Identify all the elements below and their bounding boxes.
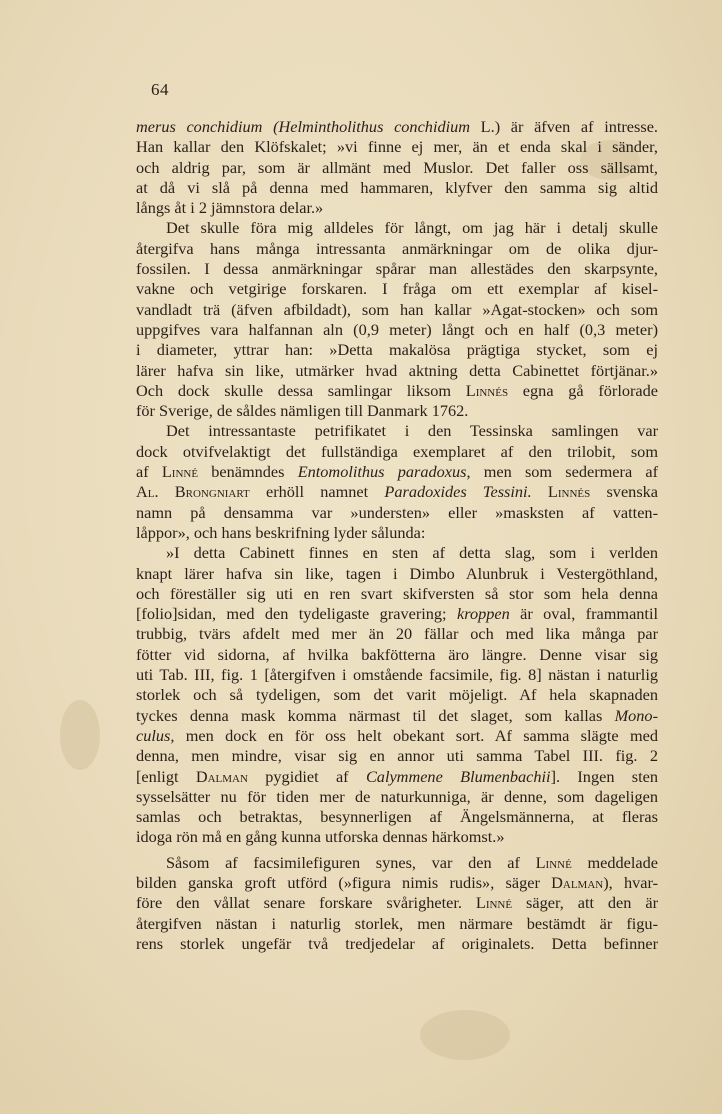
text-line: låppor», och hans beskrifning lyder sålunda:: [136, 522, 426, 542]
text-line: långs åt i 2 jämnstora delar.»: [136, 198, 324, 218]
text-line: och föreställer sig uti en ren svart skifversten så stor som hela denna: [136, 583, 658, 603]
text-line: [folio]sidan, med den tydeligaste gravering; kroppen är oval, frammantil: [136, 604, 659, 624]
text-line: trubbig, tvärs afdelt med mer än 20 fällar och med lika många par: [136, 624, 658, 644]
text-line: Han kallar den Klöfskalet; »vi finne ej mer, än et enda skal i sänder,: [136, 137, 658, 157]
text-line: idoga rön må en gång kunna utforska dennas härkomst.»: [136, 827, 505, 847]
text-line: Det intressantaste petrifikatet i den Tessinska samlingen var: [166, 421, 658, 441]
text-line: och aldrig par, som är allmänt med Muslor. Det faller oss sällsamt,: [136, 157, 658, 177]
text-line: storlek och så tydeligen, som det varit möjeligt. Af hela skapnaden: [136, 685, 658, 705]
text-line: knapt lärer hafva sin like, tagen i Dimbo Alunbruk i Vestergöthland,: [136, 563, 658, 583]
text-line: i diameter, yttrar han: »Detta makalösa prägtiga stycket, som ej: [136, 340, 658, 360]
paper-stain: [420, 1010, 510, 1060]
text-line: »I detta Cabinett finnes en sten af detta slag, som i verlden: [166, 543, 658, 563]
text-line: fötter vid sidorna, af hvilka bakfötterna äro längre. Denne visar sig: [136, 644, 658, 664]
paper-stain: [60, 700, 100, 770]
text-line: återgifva hans många intressanta anmärkningar om de olika djur-: [136, 238, 658, 258]
text-line: denna, men mindre, visar sig en annor uti samma Tabel III. fig. 2: [136, 746, 658, 766]
text-line: för Sverige, de såldes nämligen till Danmark 1762.: [136, 401, 469, 421]
text-line: uppgifves vara halfannan aln (0,9 meter) långt och en half (0,3 meter): [136, 319, 658, 339]
body-text: [136, 117, 658, 954]
text-line: bilden ganska groft utförd (»figura nimis rudis», säger Dalman), hvar-: [136, 872, 659, 892]
text-line: sysselsätter nu för tiden mer de naturkunniga, är denne, som dageligen: [136, 786, 658, 806]
text-line: dock otvifvelaktigt det fullständiga exemplaret af den trilobit, som: [136, 441, 658, 461]
text-line: före den vållat senare forskare svårigheter. Linné säger, att den är: [136, 893, 659, 913]
text-line: vakne och vetgirige forskaren. I fråga om ett exemplar af kisel-: [136, 279, 658, 299]
text-line: uti Tab. III, fig. 1 [återgifven i omstående facsimile, fig. 8] nästan i naturlig: [136, 665, 658, 685]
text-line: Och dock skulle dessa samlingar liksom Linnés egna gå förlorade: [136, 380, 658, 400]
text-line: vandladt trä (äfven afbildadt), som han kallar »Agat-stocken» och som: [136, 299, 658, 319]
text-line: rens storlek ungefär två tredjedelar af originalets. Detta befinner: [136, 933, 658, 953]
text-line: Såsom af facsimilefiguren synes, var den af Linné meddelade: [166, 852, 658, 872]
text-line: återgifven nästan i naturlig storlek, men närmare bestämdt är figu-: [136, 913, 658, 933]
page-number: 64: [151, 80, 169, 99]
text-line: lärer hafva sin like, utmärker hvad aktning detta Cabinettet förtjänar.»: [136, 360, 658, 380]
text-line: samlas och betraktas, besynnerligen af Ängelsmännerna, at fleras: [136, 807, 658, 827]
text-line: namn på densamma var »understen» eller »masksten af vatten-: [136, 502, 658, 522]
text-line: af Linné benämndes Entomolithus paradoxus, men som sedermera af: [136, 462, 659, 482]
text-line: fossilen. I dessa anmärkningar spårar man allestädes den skarpsynte,: [136, 259, 658, 279]
text-line: Al. Brongniart erhöll namnet Paradoxides Tessini. Linnés svenska: [136, 482, 659, 502]
text-line: culus, men dock en för oss helt obekant sort. Af samma slägte med: [136, 725, 658, 745]
text-line: merus conchidium (Helmintholithus conchidium L.) är äfven af intresse.: [136, 117, 658, 136]
text-line: Det skulle föra mig alldeles för långt, om jag här i detalj skulle: [166, 218, 658, 238]
text-line: [enligt Dalman pygidiet af Calymmene Blumenbachii]. Ingen sten: [136, 766, 659, 786]
text-line: tyckes denna mask komma närmast til det slaget, som kallas Mono-: [136, 705, 658, 725]
text-line: at då vi slå på denna med hammaren, klyfver den samma sig altid: [136, 177, 658, 197]
